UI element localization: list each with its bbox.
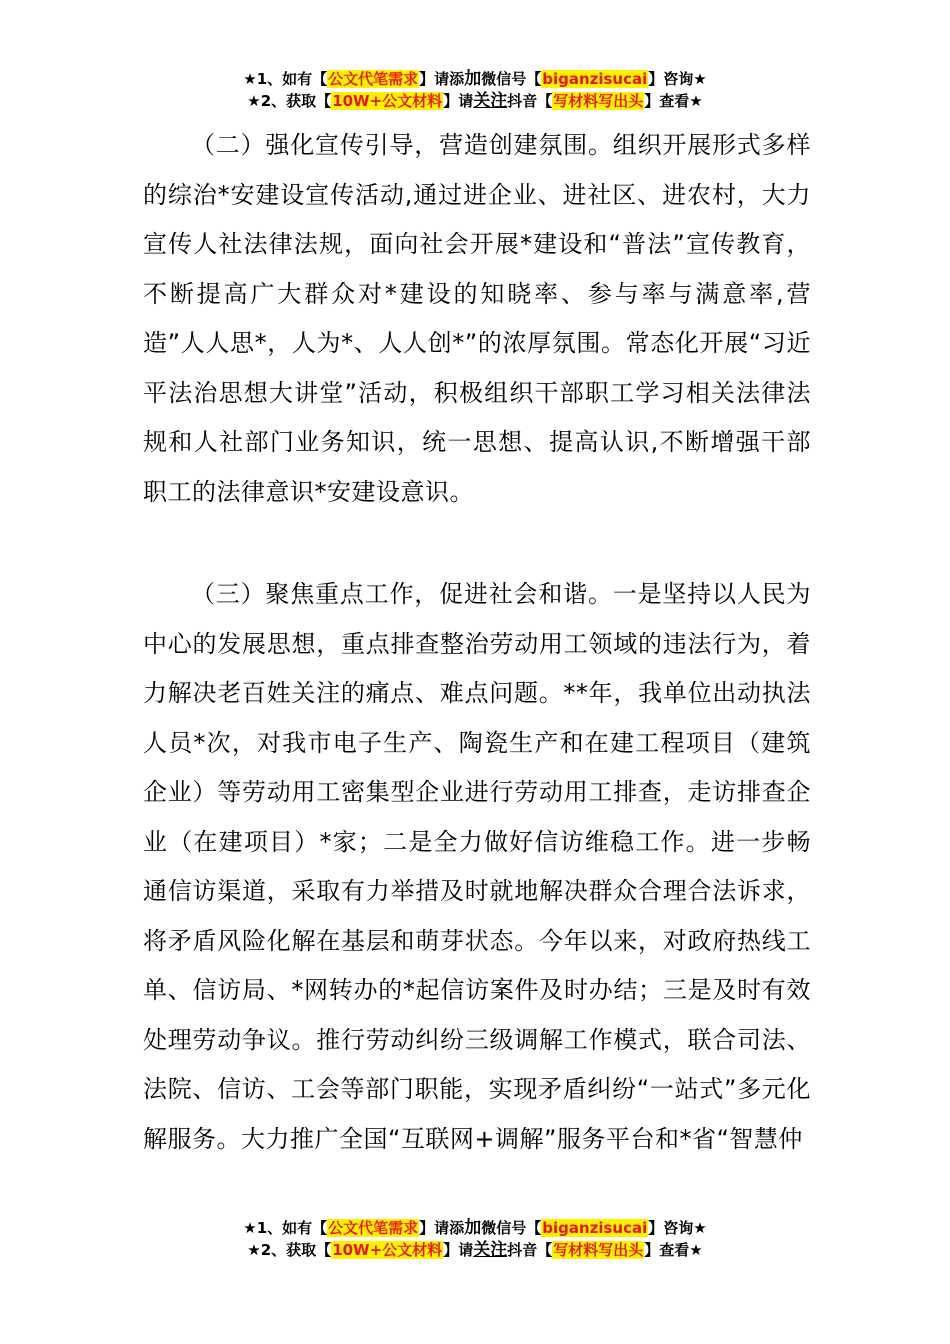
banner-text-large: 加	[464, 1218, 482, 1238]
top-banner	[0, 68, 950, 112]
highlight-ghostwriting: 公文代笔需求	[328, 70, 419, 88]
banner-line-2	[0, 90, 950, 112]
banner-text: 】查看	[644, 92, 690, 110]
bottom-banner	[0, 1217, 950, 1261]
star-icon: ★	[247, 92, 261, 110]
banner-text: 】查看	[644, 1241, 690, 1259]
banner-line-2	[0, 1239, 950, 1261]
star-icon: ★	[689, 1241, 703, 1259]
banner-text: 】请添	[419, 70, 465, 88]
banner-text: 】请添	[419, 1219, 465, 1237]
highlight-ghostwriting: 公文代笔需求	[328, 1219, 419, 1237]
banner-text-large: 加	[464, 69, 482, 89]
banner-line-1	[0, 68, 950, 90]
banner-text: 1、如有【	[256, 70, 328, 88]
star-icon: ★	[243, 1219, 257, 1237]
banner-text: 】请	[443, 1241, 474, 1259]
banner-text: 】请	[443, 92, 474, 110]
highlight-wechat-id: biganzisucai	[542, 1219, 648, 1237]
banner-line-1	[0, 1217, 950, 1239]
highlight-materials: 10W+公文材料	[332, 92, 443, 110]
banner-text: 微信号【	[481, 1219, 542, 1237]
paragraph-publicity: （二）强化宣传引导，营造创建氛围。组织开展形式多样的综治*安建设宣传活动,通过进企业、进社区、进农村，大力宣传人社法律法规，面向社会开展*建设和“普法”宣传教育，不断提高广大群众对*建设的知晓率、参与率与满意率,营造”人人思*，人为*、人人创*”的浓厚氛围。常态化开展“习近平法治思想大讲堂”活动，积极组织干部职工学习相关法律法规和人社部门业务知识，统一思想、提高认识,不断增强干部职工的法律意识*安建设意识。	[143, 131, 811, 506]
highlight-douyin-account: 写材料写出头	[553, 92, 644, 110]
banner-text: 】咨询	[648, 1219, 694, 1237]
banner-text-underlined: 关注	[473, 91, 508, 111]
star-icon: ★	[693, 70, 707, 88]
banner-text: 微信号【	[481, 70, 542, 88]
banner-text: 1、如有【	[256, 1219, 328, 1237]
highlight-wechat-id: biganzisucai	[542, 70, 648, 88]
highlight-materials: 10W+公文材料	[332, 1241, 443, 1259]
paragraph-key-work: （三）聚焦重点工作，促进社会和谐。一是坚持以人民为中心的发展思想，重点排查整治劳动用工领域的违法行为，着力解决老百姓关注的痛点、难点问题。**年，我单位出动执法人员*次，对我市电子生产、陶瓷生产和在建工程项目（建筑企业）等劳动用工密集型企业进行劳动用工排查，走访排查企业（在建项目）*家；二是全力做好信访维稳工作。进一步畅通信访渠道，采取有力举措及时就地解决群众合理合法诉求，将矛盾风险化解在基层和萌芽状态。今年以来，对政府热线工单、信访局、*网转办的*起信访案件及时办结；三是及时有效处理劳动争议。推行劳动纠纷三级调解工作模式，联合司法、法院、信访、工会等部门职能，实现矛盾纠纷“一站式”多元化解服务。大力推广全国“互联网+调解”服务平台和*省“智慧仲	[143, 580, 811, 1153]
paragraph-block-2	[143, 121, 811, 517]
star-icon: ★	[689, 92, 703, 110]
star-icon: ★	[693, 1219, 707, 1237]
banner-text: 抖音【	[507, 92, 553, 110]
banner-text-underlined: 关注	[473, 1240, 508, 1260]
banner-text: 2、获取【	[260, 92, 332, 110]
star-icon: ★	[243, 70, 257, 88]
banner-text: 】咨询	[648, 70, 694, 88]
highlight-douyin-account: 写材料写出头	[553, 1241, 644, 1259]
banner-text: 2、获取【	[260, 1241, 332, 1259]
star-icon: ★	[247, 1241, 261, 1259]
paragraph-block-3	[143, 570, 811, 1164]
banner-text: 抖音【	[507, 1241, 553, 1259]
